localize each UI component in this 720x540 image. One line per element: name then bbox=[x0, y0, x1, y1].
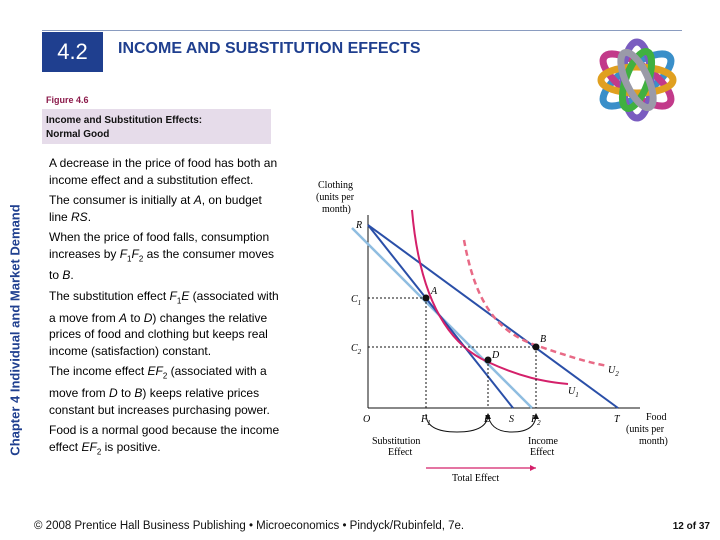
point-B bbox=[533, 344, 540, 351]
footer-credit: © 2008 Prentice Hall Business Publishing • Microeconomics • Pindyck/Rubinfeld, 7e. bbox=[34, 520, 465, 532]
label-C2: $C_2$ bbox=[351, 343, 362, 356]
y-axis-label-2: (units per bbox=[316, 192, 355, 203]
page-number: 12 of 37 bbox=[672, 521, 710, 532]
caption-line-2: Normal Good bbox=[46, 129, 110, 140]
label-U1: $U_1$ bbox=[568, 386, 579, 399]
section-number: 4.2 bbox=[42, 32, 103, 72]
total-effect-arrowhead bbox=[530, 465, 536, 471]
substitution-label-2: Effect bbox=[388, 447, 413, 458]
label-D: D bbox=[492, 350, 500, 361]
label-U2: $U_2$ bbox=[608, 365, 619, 378]
paragraph-6: Food is a normal good because the income effect $EF_2$ is positive. bbox=[49, 423, 280, 457]
figure-label: Figure 4.6 bbox=[46, 95, 89, 105]
chapter-sidebar bbox=[0, 150, 30, 510]
label-R: R bbox=[356, 220, 363, 231]
label-C1: $C_1$ bbox=[351, 294, 362, 307]
label-A: A bbox=[431, 286, 438, 297]
paragraph-5: The income effect $EF_2$ (associated with a move from D to B) keeps relative prices constant but increases purchasing power. bbox=[49, 364, 270, 417]
label-F2: $F_2$ bbox=[531, 414, 541, 427]
rings-logo bbox=[585, 28, 690, 133]
substitution-bracket bbox=[426, 414, 491, 432]
label-O: O bbox=[363, 414, 371, 425]
paragraph-4: The substitution effect $F_1E$ (associated with a move from A to D) changes the relative prices of food and clothing but keeps real income (satisfaction) constant. bbox=[49, 288, 279, 358]
label-B: B bbox=[540, 334, 547, 345]
x-axis-label-3: month) bbox=[639, 436, 668, 447]
paragraph-2: The consumer is initially at A, on budget line RS. bbox=[49, 193, 262, 224]
y-axis-label-3: month) bbox=[322, 204, 351, 215]
x-axis-label-1: Food bbox=[646, 412, 667, 423]
indifference-diagram bbox=[300, 170, 690, 500]
caption-line-1: Income and Substitution Effects: bbox=[46, 115, 203, 126]
y-axis-label-1: Clothing bbox=[318, 180, 354, 191]
substitution-label-1: Substitution bbox=[372, 436, 421, 447]
explanation-text bbox=[49, 155, 281, 465]
paragraph-1: A decrease in the price of food has both an income effect and a substitution effect. bbox=[49, 156, 278, 187]
label-E: E bbox=[484, 414, 491, 425]
total-effect-label: Total Effect bbox=[452, 473, 500, 484]
label-F1: $F_1$ bbox=[421, 414, 431, 427]
income-label-2: Effect bbox=[530, 447, 555, 458]
paragraph-3: When the price of food falls, consumption increases by $F_1F_2$ as the consumer moves to B. bbox=[49, 230, 275, 283]
chapter-title: Chapter 4 Individual and Market Demand bbox=[7, 204, 23, 456]
point-A bbox=[423, 295, 430, 302]
point-D bbox=[485, 357, 492, 364]
slide-title: INCOME AND SUBSTITUTION EFFECTS bbox=[118, 40, 421, 57]
label-S: S bbox=[509, 414, 514, 425]
x-axis-label-2: (units per bbox=[626, 424, 665, 435]
label-T: T bbox=[614, 414, 620, 425]
figure-caption bbox=[42, 109, 271, 144]
income-label-1: Income bbox=[528, 436, 558, 447]
